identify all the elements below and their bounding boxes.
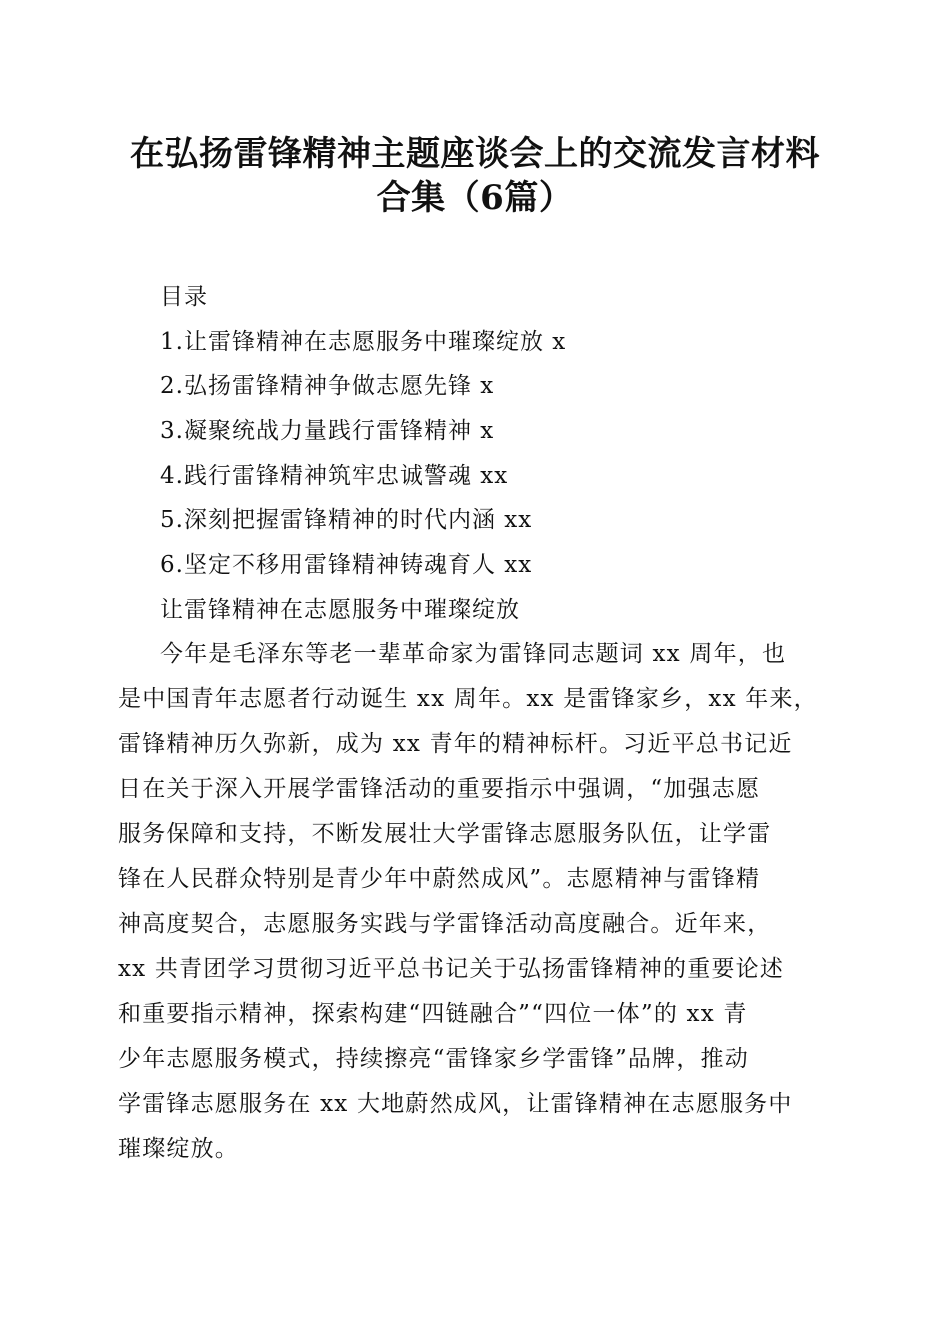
body-line: 日在关于深入开展学雷锋活动的重要指示中强调，“加强志愿 <box>118 776 761 802</box>
section-heading: 让雷锋精神在志愿服务中璀璨绽放 <box>160 597 520 623</box>
toc-item-4: 4.践行雷锋精神筑牢忠诚警魂 xx <box>160 462 509 489</box>
body-paragraph <box>118 637 830 1177</box>
toc-item-3: 3.凝聚统战力量践行雷锋精神 x <box>160 418 495 445</box>
toc-heading: 目录 <box>160 284 208 310</box>
table-of-contents <box>160 280 860 593</box>
toc-item-5: 5.深刻把握雷锋精神的时代内涵 xx <box>160 507 533 534</box>
body-line: 少年志愿服务模式，持续擦亮“雷锋家乡学雷锋”品牌，推动 <box>118 1046 749 1072</box>
body-line: 锋在人民群众特别是青少年中蔚然成风”。志愿精神与雷锋精 <box>118 866 761 892</box>
body-line: 雷锋精神历久弥新，成为 xx 青年的精神标杆。习近平总书记近 <box>118 731 793 757</box>
body-line: 学雷锋志愿服务在 xx 大地蔚然成风，让雷锋精神在志愿服务中 <box>118 1091 793 1117</box>
body-line: 是中国青年志愿者行动诞生 xx 周年。xx 是雷锋家乡，xx 年来， <box>118 686 818 712</box>
toc-item-2: 2.弘扬雷锋精神争做志愿先锋 x <box>160 373 495 400</box>
toc-item-1: 1.让雷锋精神在志愿服务中璀璨绽放 x <box>160 328 567 355</box>
body-line: 服务保障和支持，不断发展壮大学雷锋志愿服务队伍，让学雷 <box>118 821 772 847</box>
document-title <box>100 132 850 220</box>
body-line: 今年是毛泽东等老一辈革命家为雷锋同志题词 xx 周年，也 <box>160 641 787 667</box>
toc-item-6: 6.坚定不移用雷锋精神铸魂育人 xx <box>160 552 533 579</box>
body-line: 璀璨绽放。 <box>118 1136 239 1162</box>
body-line: 神高度契合，志愿服务实践与学雷锋活动高度融合。近年来， <box>118 911 772 937</box>
title-line-2: 合集（6篇） <box>376 178 574 218</box>
body-line: 和重要指示精神，探索构建“四链融合”“四位一体”的 xx 青 <box>118 1001 748 1027</box>
title-line-1: 在弘扬雷锋精神主题座谈会上的交流发言材料 <box>130 134 820 174</box>
body-line: xx 共青团学习贯彻习近平总书记关于弘扬雷锋精神的重要论述 <box>118 956 785 982</box>
